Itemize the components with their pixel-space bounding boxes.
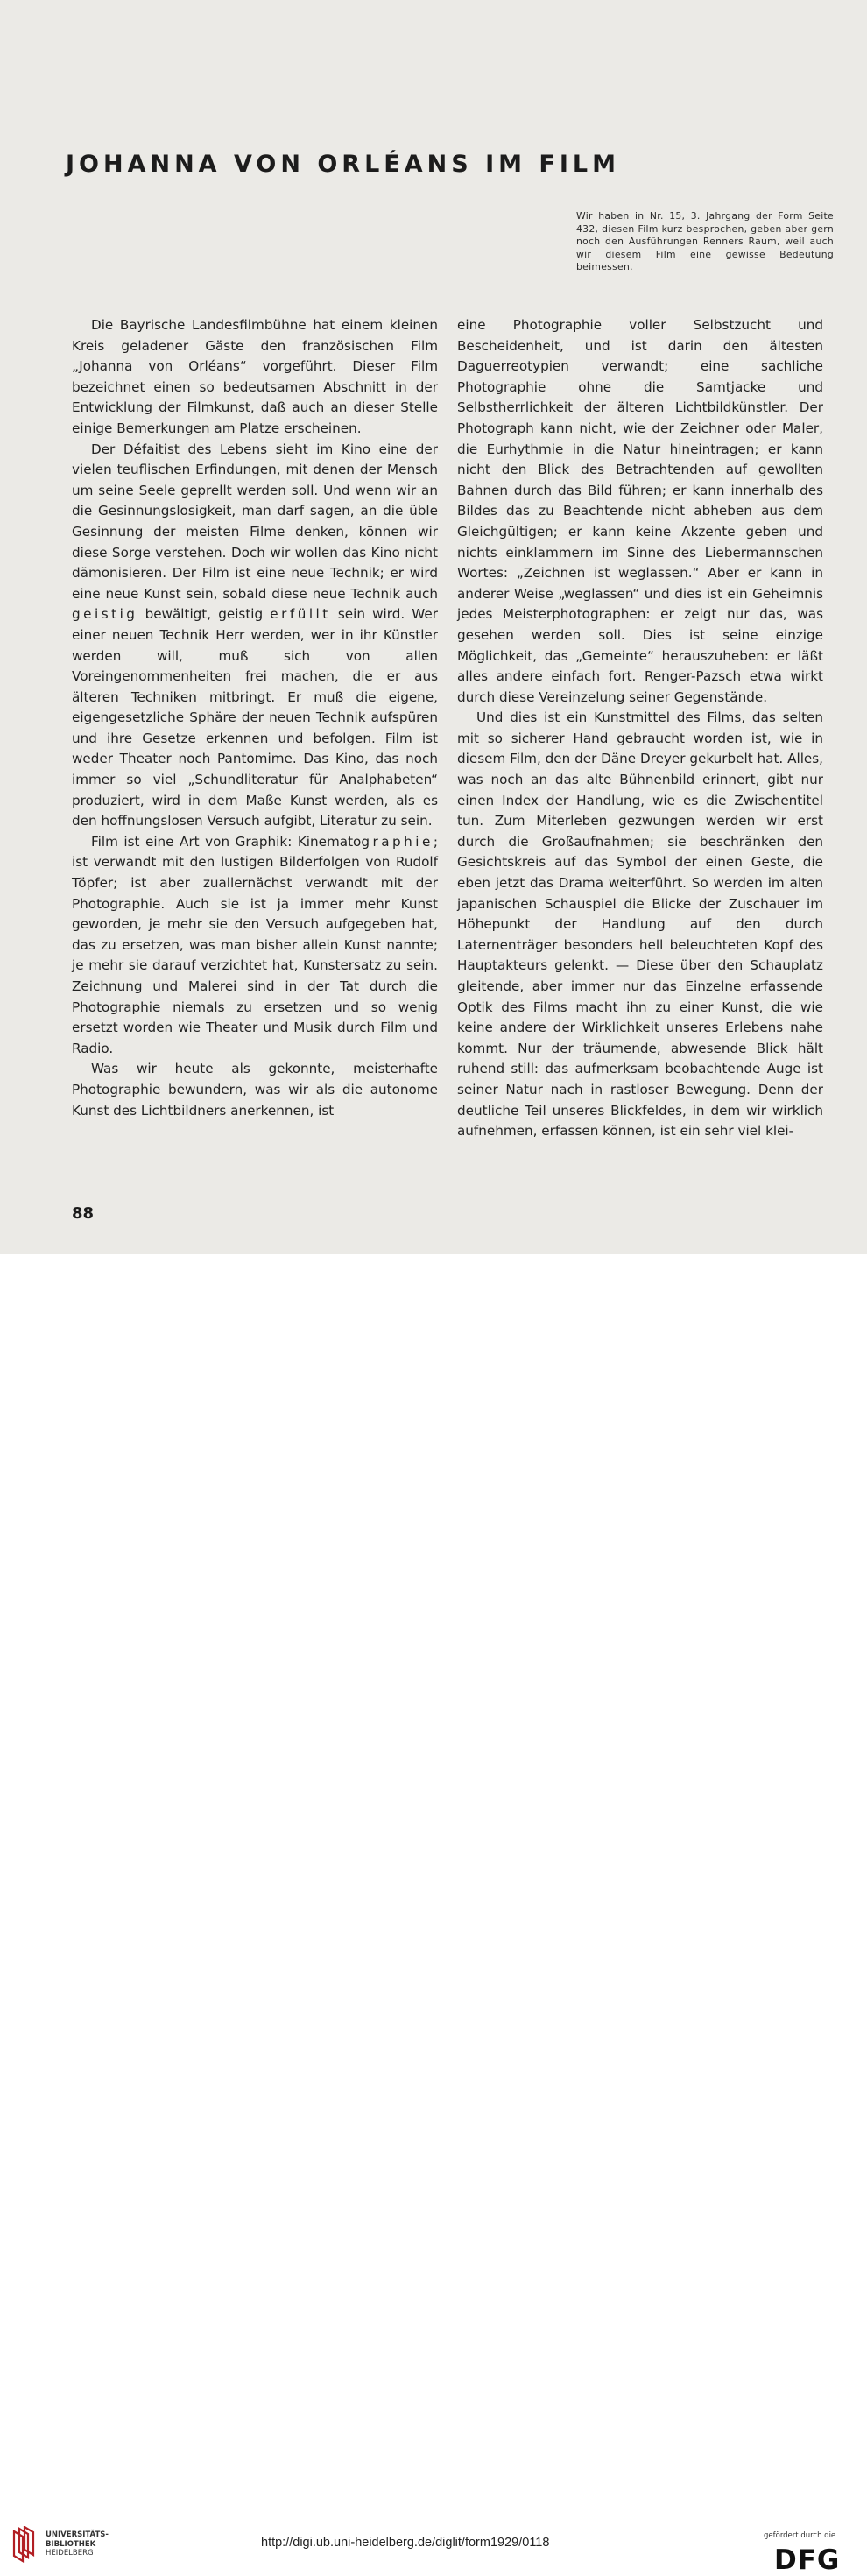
text-run: sein wird. Wer einer neuen Technik Herr werden, wer in ihr Künstler werden will, muß sich von allen Voreingenommenheiten frei machen, die er aus älteren Techniken mitbringt. Er muß die eigene, eigengesetzliche Sphäre der neuen Technik aufspüren und ihre Gesetze erkennen und befolgen. Film ist weder Theater noch Pantomime. Das Kino, das noch immer so viel „Schundliteratur für Analphabeten“ produziert, wird in dem Maße Kunst werden, als es den hoffnungslosen Versuch aufgibt, Literatur zu sein. — [72, 606, 439, 829]
viewer-footer — [0, 1254, 867, 2576]
dfg-logo: DFG — [774, 2544, 841, 2576]
funded-by-label: gefördert durch die — [764, 2531, 836, 2540]
editor-note: Wir haben in Nr. 15, 3. Jahrgang der Form Seite 432, diesen Film kurz besprochen, geben aber gern noch den Ausführungen Renners Raum, weil auch wir diesem Film eine gewisse Bedeutung beimessen. — [576, 210, 834, 273]
text-run: Der Défaitist des Lebens sieht im Kino eine der vielen teuflischen Erfindungen, mit denen der Mensch um seine Seele geprellt werden soll. Und wenn wir an die Gesinnungslosigkeit, man darf sagen, an die üble Gesinnung der meisten Filme denken, können wir diese Sorge verstehen. Doch wir wollen das Kino nicht dämonisieren. Der Film ist eine neue Technik; er wird eine neue Kunst sein, sobald diese neue Technik auch — [72, 441, 438, 602]
paragraph: Und dies ist ein Kunstmittel des Films, das selten mit so sicherer Hand gebraucht worden ist, wie in diesem Film, den der Däne Dreyer gekurbelt hat. Alles, was noch an das alte Bühnenbild erinnert, gibt nur einen Index der Handlung, wie es die Zwischentitel tun. Zum Miterleben gezwungen werden wir erst durch die Großaufnahmen; sie beschränken den Gesichtskreis auf das Symbol der einen Geste, die eben jetzt das Drama weiterführt. So werden im alten japanischen Schauspiel die Blicke der Zuschauer im Höhepunkt der Handlung auf den durch Laternenträger besonders hell beleuchteten Kopf des Hauptakteurs gelenkt. — Diese über den Schauplatz gleitende, aber immer nur das Einzelne erfassende Optik des Films macht ihn zu einer Kunst, die wie keine andere der Wirklichkeit unseres Erlebens nahe kommt. Nur der träumende, abwesende Blick hält ruhend still: das aufmerksam beobachtende Auge ist seiner Natur nach in rastloser Bewegung. Denn der deutliche Teil unseres Blickfeldes, in dem wir wirklich aufnehmen, erfassen können, ist ein sehr viel klei- — [457, 709, 823, 1140]
library-name-line: BIBLIOTHEK — [46, 2539, 96, 2549]
text-run: bewältigt, geistig — [144, 606, 264, 623]
emphasized-word: geistig — [72, 606, 138, 623]
emphasized-word: erfüllt — [270, 606, 331, 623]
text-run: ; ist verwandt mit den lustigen Bilderfolgen von Rudolf Töpfer; ist aber zuallernächst verwandt mit der Photographie. Auch sie ist ja immer mehr Kunst geworden, je mehr sie den Versuch aufgegeben hat, das zu ersetzen, was man bisher allein Kunst nannte; je mehr sie darauf verzichtet hat, Kunstersatz zu sein. Zeichnung und Malerei sind in der Tat durch die Photographie niemals zu ersetzen und so wenig ersetzt worden wie Theater und Musik durch Film und Radio. — [72, 833, 438, 1056]
paragraph: Was wir heute als gekonnte, meisterhafte Photographie bewundern, was wir als die autonome Kunst des Lichtbildners anerkennen, ist — [72, 1061, 438, 1119]
library-name-line: UNIVERSITÄTS- — [46, 2530, 109, 2539]
paragraph: eine Photographie voller Selbstzucht und Bescheidenheit, und ist darin den ältesten Daguerreotypien verwandt; eine sachliche Photographie ohne die Samtjacke und Selbstherrlichkeit der älteren Lichtbildkünstler. Der Photograph kann nicht, wie der Zeichner oder Maler, die Eurhythmie in die Natur hineintragen; er kann nicht den Blick des Betrachtenden auf gewollten Bahnen durch das Bild führen; er kann innerhalb des Bildes das zu Beachtende nicht abheben aus dem Gleichgültigen; er kann keine Akzente geben und nichts einklammern im Sinne des Liebermannschen Wortes: „Zeichnen ist weglassen.“ Aber er kann in anderer Weise „weglassen“ und dies ist ein Geheimnis jedes Meisterphotographen: er zeigt nur das, was gesehen werden soll. Dies ist seine einzige Möglichkeit, das „Gemeinte“ herauszuheben: er läßt alles andere einfach fort. Renger-Pazsch etwa wirkt durch diese Vereinzelung seiner Gegenstände. — [457, 317, 823, 705]
university-library-logo-icon — [9, 2526, 40, 2563]
permalink-url[interactable]: http://digi.ub.uni-heidelberg.de/diglit/form1929/0118 — [261, 2536, 550, 2550]
library-name — [46, 2530, 109, 2558]
article-title: JOHANNA VON ORLÉANS IM FILM — [66, 151, 620, 178]
scanned-page — [0, 0, 867, 1254]
paragraph — [72, 832, 438, 1060]
page-number: 88 — [72, 1204, 95, 1223]
emphasized-word: graphie — [361, 833, 434, 850]
text-run: Film ist eine Art von Graphik: Kinemato — [91, 833, 362, 850]
left-column — [72, 315, 438, 1121]
library-name-line: HEIDELBERG — [46, 2549, 94, 2558]
paragraph: Die Bayrische Landesfilmbühne hat einem kleinen Kreis geladener Gäste den französischen Film „Johanna von Orléans“ vorgeführt. Dieser Film bezeichnet einen so bedeutsamen Abschnitt in der Entwicklung der Filmkunst, daß auch an dieser Stelle einige Bemerkungen am Platze erscheinen. — [72, 317, 438, 436]
right-column — [457, 315, 823, 1142]
paragraph — [72, 440, 438, 832]
